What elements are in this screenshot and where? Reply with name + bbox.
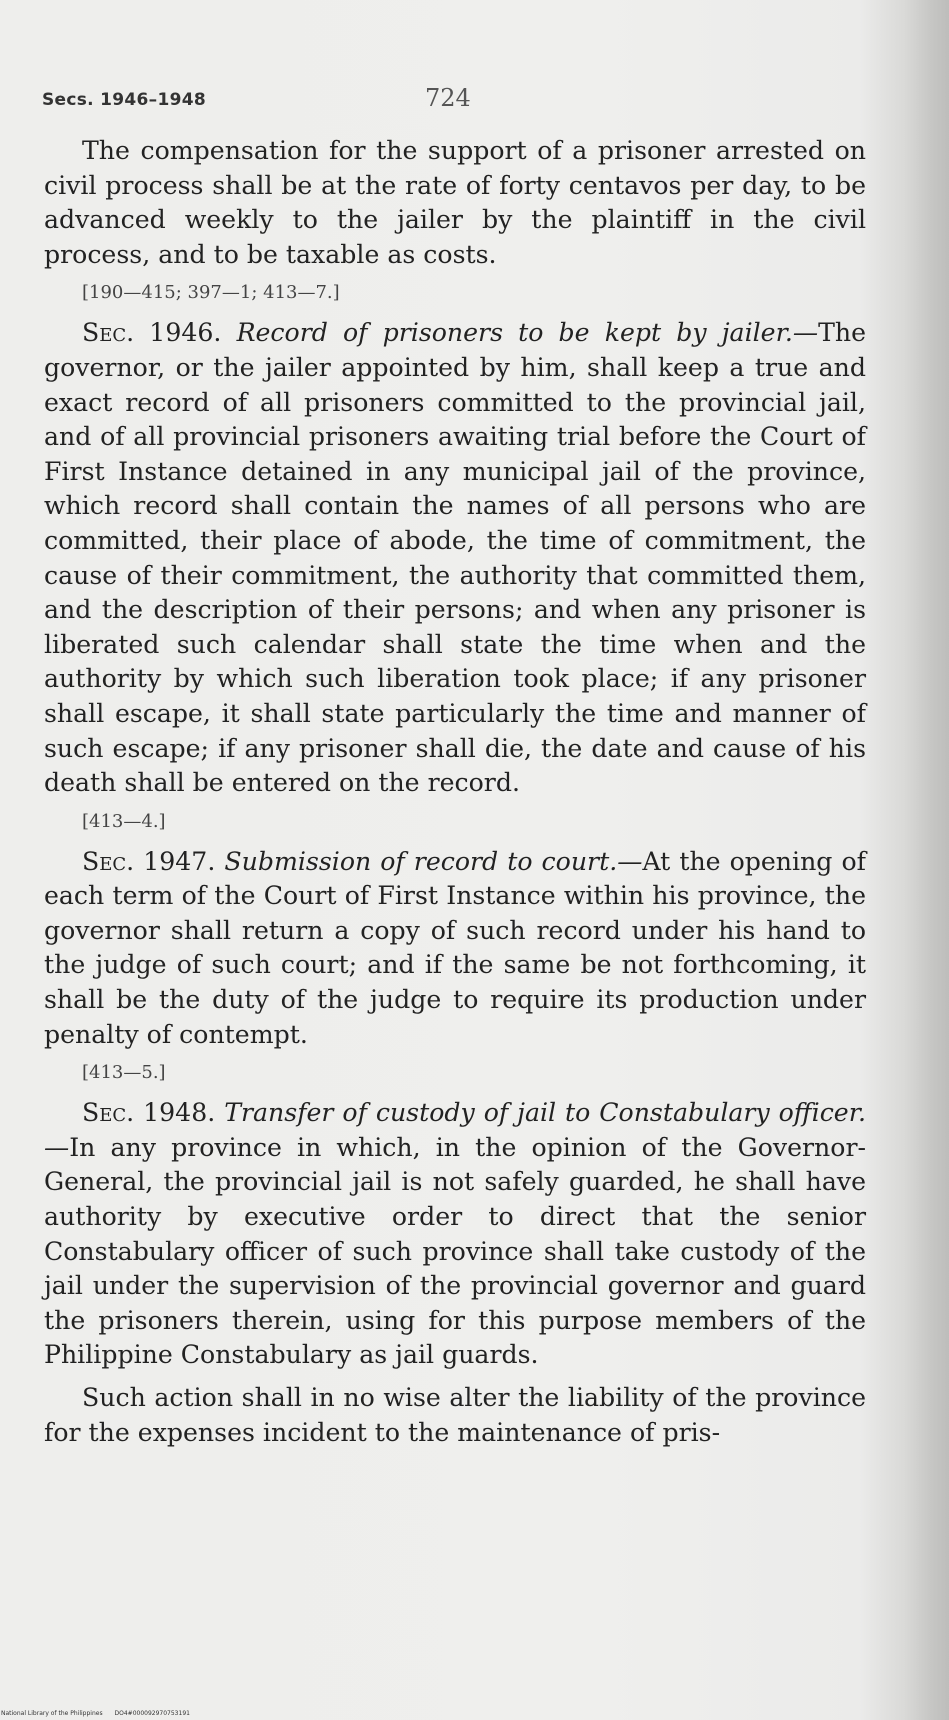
section-1947 <box>44 845 866 1053</box>
running-header <box>42 84 862 114</box>
section-1948-title: Transfer of custody of jail to Constabulary officer.— <box>44 1098 866 1162</box>
scan-footer <box>1 1710 190 1717</box>
section-1947-title: Submission of record to court.— <box>224 846 643 876</box>
page-body <box>44 134 866 1450</box>
citation-2: [413—4.] <box>82 810 166 832</box>
paragraph-compensation: The compensation for the support of a prisoner arrested on civil process shall be at the rate of forty centavos per day, to be advanced weekly to the jailer by the plaintiff in the civil process, and to be taxable as costs. <box>44 136 866 269</box>
section-1946-label: Sec. 1946. <box>82 318 222 348</box>
section-1947-label: Sec. 1947. <box>82 846 216 876</box>
section-1948 <box>44 1096 866 1373</box>
section-1948-text: In any province in which, in the opinion of the Governor-General, the provincial jail is not safely guarded, he shall have authority by executive order to direct that the senior Constabulary officer of such province shall take custody of the jail under the supervision of the provincial governor and guard the prisoners therein, using for this purpose members of the Philippine Constabulary as jail guards. <box>44 1132 866 1370</box>
section-range: Secs. 1946–1948 <box>42 90 206 110</box>
page-number: 724 <box>425 84 471 112</box>
section-1946 <box>44 316 866 800</box>
section-1946-text: The governor, or the jailer appointed by him, shall keep a true and exact record of all prisoners committed to the provincial jail, and of all provincial prisoners awaiting trial before the Court of First Instance detained in any municipal jail of the province, which record shall contain the names of all persons who are committed, their place of abode, the time of commitment, the cause of their commitment, the authority that committed them, and the description of their persons; and when any prisoner is liberated such calendar shall state the time when and the authority by which such liberation took place; if any prisoner shall escape, it shall state particularly the time and manner of such escape; if any prisoner shall die, the date and cause of his death shall be entered on the record. <box>44 318 866 798</box>
section-1946-title: Record of prisoners to be kept by jailer.— <box>236 318 819 348</box>
footer-identifier: DO4#000092970753191 <box>114 1710 190 1717</box>
section-1947-text: At the opening of each term of the Court of First Instance within his province, the governor shall return a copy of such record under his hand to the judge of such court; and if the same be not forthcoming, it shall be the duty of the judge to require its production under penalty of contempt. <box>44 846 866 1049</box>
section-1948-label: Sec. 1948. <box>82 1098 216 1128</box>
footer-library: National Library of the Philippines <box>1 1710 103 1717</box>
citation-1: [190—415; 397—1; 413—7.] <box>82 282 340 304</box>
paragraph-final: Such action shall in no wise alter the liability of the province for the expenses incident to the maintenance of pris- <box>44 1383 866 1447</box>
citation-3: [413—5.] <box>82 1062 166 1084</box>
